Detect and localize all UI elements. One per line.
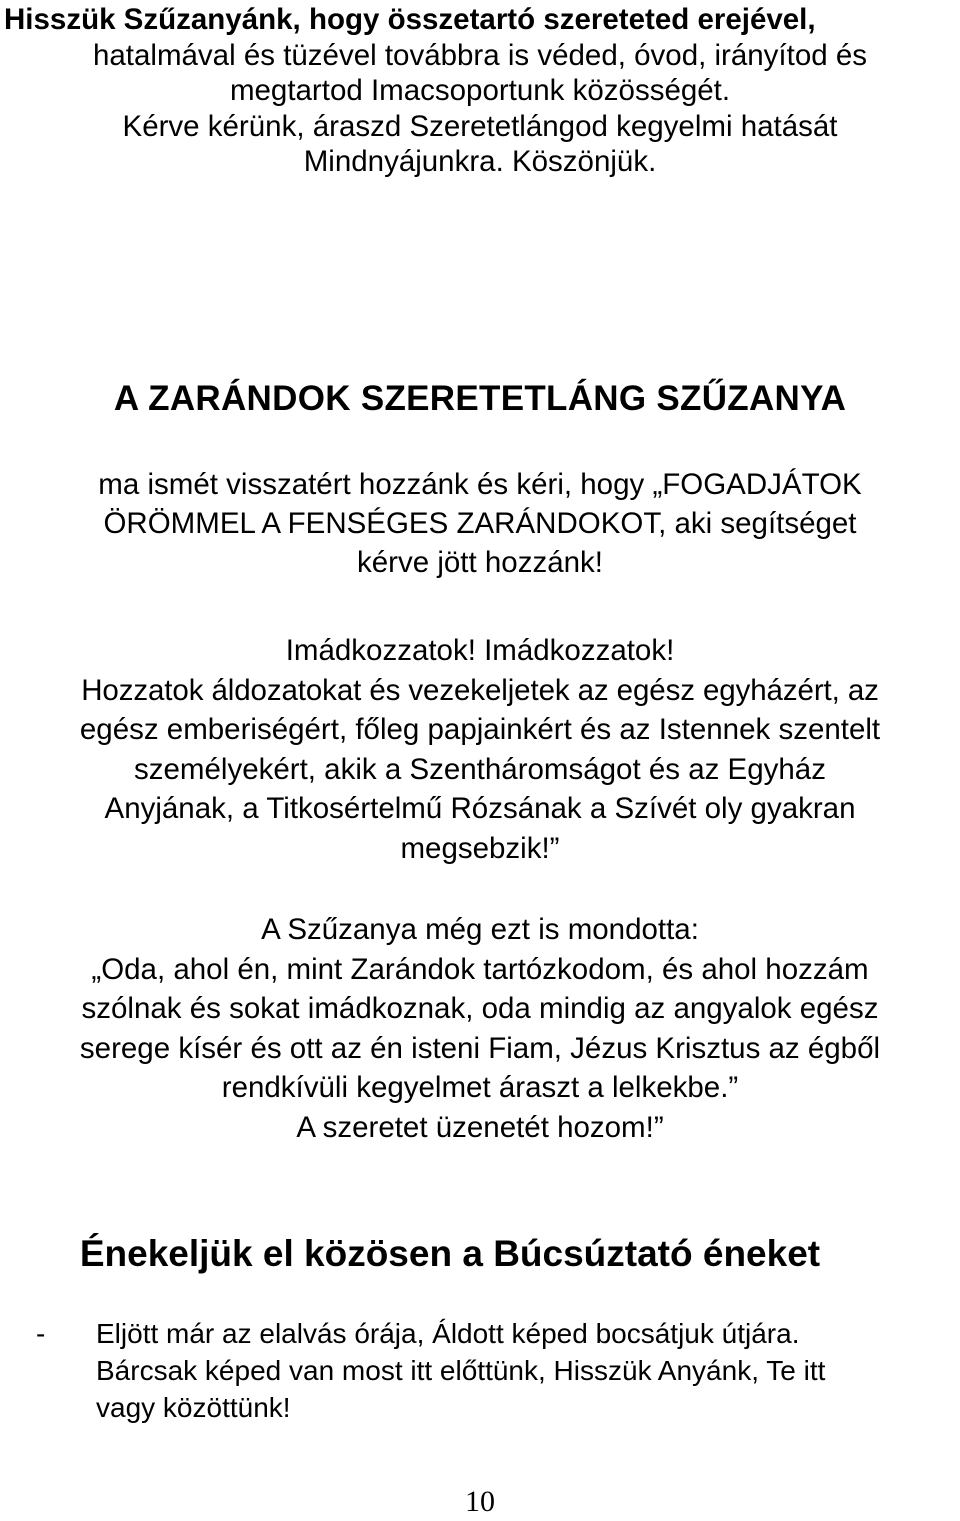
page-number: 10 xyxy=(465,1485,495,1518)
prayer-line: Imádkozzatok! Imádkozzatok! xyxy=(285,634,675,667)
message-line: rendkívüli kegyelmet áraszt a lelkekbe.” xyxy=(221,1071,739,1104)
message-line: A Szűzanya még ezt is mondotta: xyxy=(261,913,699,946)
song-line: Eljött már az elalvás órája, Áldott képed bocsátjuk útjára. xyxy=(96,1318,800,1349)
message-line: A szeretet üzenetét hozom!” xyxy=(296,1110,664,1144)
announcement-line: ma ismét visszatért hozzánk és kéri, hogy „FOGADJÁTOK xyxy=(98,468,862,501)
prayer-line: egész emberiségért, főleg papjainkért és az Istennek szentelt xyxy=(79,713,881,746)
song-line: Bárcsak képed van most itt előttünk, Hisszük Anyánk, Te itt xyxy=(96,1355,826,1386)
intro-line: megtartod Imacsoportunk közösségét. xyxy=(229,74,731,107)
intro-line: Hisszük Szűzanyánk, hogy összetartó szereteted erejével, xyxy=(4,3,816,36)
list-bullet: - xyxy=(36,1318,46,1349)
main-heading: A ZARÁNDOK SZERETETLÁNG SZŰZANYA xyxy=(113,379,847,418)
announcement-line: ÖRÖMMEL A FENSÉGES ZARÁNDOKOT, aki segítséget xyxy=(103,507,857,540)
message-line: „Oda, ahol én, mint Zarándok tartózkodom, és ahol hozzám xyxy=(91,952,869,986)
prayer-paragraph xyxy=(0,631,960,868)
intro-line: Kérve kérünk, áraszd Szeretetlángod kegyelmi hatását xyxy=(122,109,838,143)
intro-line: hatalmával és tüzével továbbra is véded, óvod, irányítod és xyxy=(92,38,867,72)
song-heading-text: Énekeljük el közösen a Búcsúztató éneket xyxy=(79,1233,821,1274)
song-lyrics xyxy=(96,1315,956,1426)
song-line: vagy közöttünk! xyxy=(96,1392,291,1423)
intro-paragraph xyxy=(0,2,960,180)
announcement-paragraph xyxy=(0,465,960,582)
announcement-line: kérve jött hozzánk! xyxy=(357,546,603,579)
prayer-line: Anyjának, a Titkosértelmű Rózsának a Szívét oly gyakran xyxy=(104,792,856,825)
intro-line: Mindnyájunkra. Köszönjük. xyxy=(303,145,657,178)
message-paragraph xyxy=(0,910,960,1147)
song-heading xyxy=(0,1232,960,1276)
prayer-line: személyekért, akik a Szentháromságot és az Egyház xyxy=(134,752,826,786)
message-line: serege kísér és ott az én isteni Fiam, Jézus Krisztus az égből xyxy=(79,1031,881,1065)
prayer-line: megsebzik!” xyxy=(400,831,560,865)
prayer-line: Hozzatok áldozatokat és vezekeljetek az egész egyházért, az xyxy=(81,673,879,707)
message-line: szólnak és sokat imádkoznak, oda mindig az angyalok egész xyxy=(81,992,879,1025)
